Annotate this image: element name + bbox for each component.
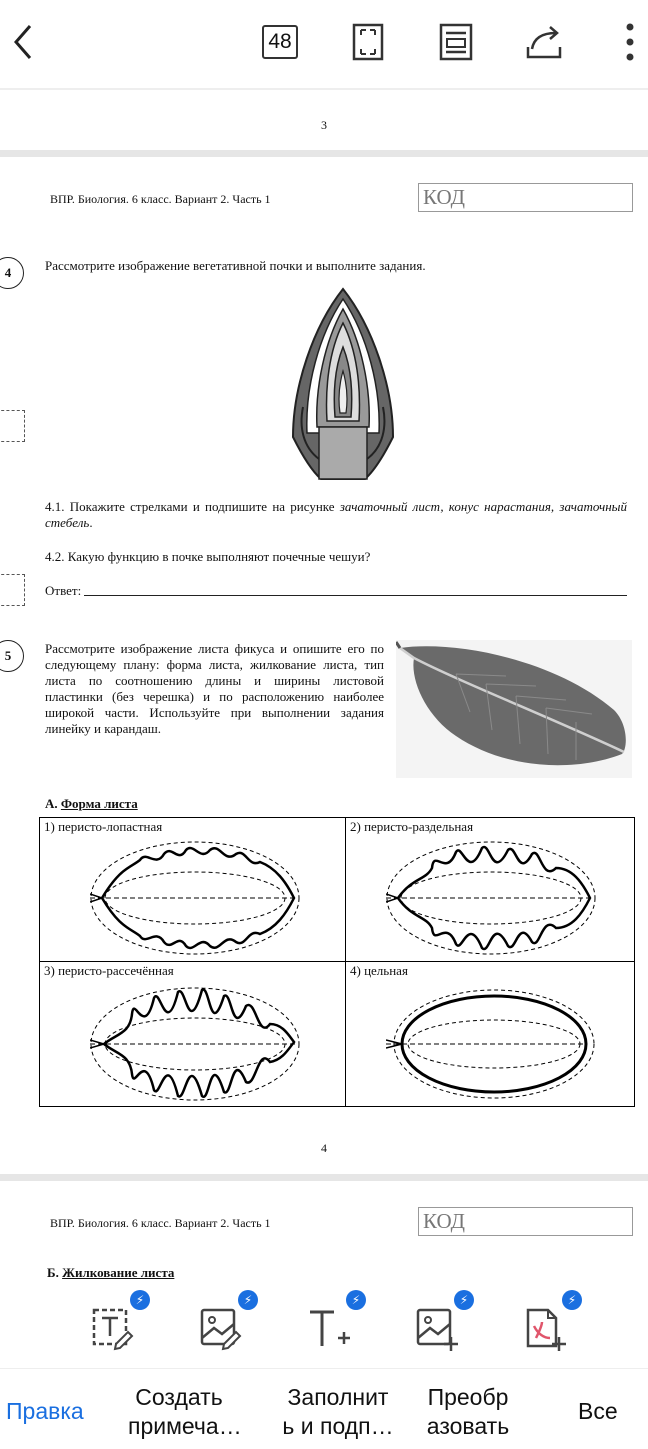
option-label: 3) перисто-рассечённая (44, 963, 174, 978)
section-b-prefix: Б. (47, 1265, 63, 1280)
page-header-title: ВПР. Биология. 6 класс. Вариант 2. Часть 1 (50, 1216, 271, 1230)
tab-create-note-line1: Создать (135, 1384, 223, 1410)
task-4-1 (45, 499, 627, 531)
tab-convert-line2: азовать (426, 1413, 510, 1439)
pdf-convert-icon[interactable] (520, 1293, 577, 1352)
page-count: 48 (262, 25, 298, 59)
section-b-label: Жилкование листа (62, 1265, 175, 1280)
add-text-icon[interactable] (304, 1293, 361, 1352)
code-box (418, 183, 633, 212)
leaf-option-3 (39, 961, 346, 1107)
top-toolbar (0, 0, 648, 88)
ficus-leaf-photo (396, 640, 632, 778)
task-4-1-text: 4.1. Покажите стрелками и подпишите на рисунке (45, 499, 340, 514)
edit-text-icon[interactable] (88, 1293, 145, 1352)
score-box (0, 410, 25, 442)
page-header-title: ВПР. Биология. 6 класс. Вариант 2. Часть 1 (50, 192, 271, 206)
tab-convert[interactable] (416, 1383, 520, 1441)
page-separator (0, 1174, 648, 1181)
leaf-option-2 (345, 817, 635, 962)
ai-badge-icon: ⚡ (238, 1290, 258, 1310)
ai-badge-icon: ⚡ (346, 1290, 366, 1310)
more-vertical-icon[interactable] (610, 20, 648, 64)
question-number-badge: 5 (0, 640, 24, 672)
page-number: 3 (321, 118, 327, 132)
ai-badge-icon: ⚡ (454, 1290, 474, 1310)
back-arrow-icon[interactable] (0, 20, 44, 64)
task-4-1-terms: зачаточный лист, конус нарастания, зачаточный стебель (45, 499, 627, 530)
question-prompt: Рассмотрите изображение листа фикуса и опишите его по следующему плану: форма листа, жилкование листа, тип листа по соотношению длины и ширины листовой пластинки (без черешка) и по расположению наиболее широкой части. Используйте при выполнении задания линейку и карандаш. (45, 641, 384, 736)
tab-convert-line1: Преобр (427, 1384, 509, 1410)
section-b-title (47, 1265, 174, 1281)
edit-tools-row (0, 1288, 648, 1368)
leaf-option-1 (39, 817, 346, 962)
tab-create-note-line2: примеча… (128, 1413, 242, 1439)
answer-field[interactable] (84, 583, 627, 596)
toolbar-divider (0, 88, 648, 90)
tab-fill-sign-line1: Заполнит (287, 1384, 389, 1410)
question-number-badge: 4 (0, 257, 24, 289)
fullscreen-icon[interactable] (346, 20, 390, 64)
edit-image-icon[interactable] (196, 1293, 253, 1352)
tab-all[interactable]: Все (578, 1398, 618, 1424)
page-number: 4 (321, 1141, 327, 1155)
task-4-1-end: . (89, 515, 93, 530)
page-layout-icon[interactable] (434, 20, 478, 64)
ai-badge-icon: ⚡ (130, 1290, 150, 1310)
tab-fill-sign-line2: ь и подп… (282, 1413, 394, 1439)
section-a-title (45, 796, 138, 812)
answer-line (45, 583, 627, 599)
bud-illustration (283, 287, 403, 483)
page-count-button[interactable] (258, 20, 302, 64)
section-a-label: Форма листа (60, 796, 138, 811)
page-separator (0, 150, 648, 157)
option-label: 2) перисто-раздельная (350, 819, 474, 834)
option-label: 4) цельная (350, 963, 408, 978)
option-label: 1) перисто-лопастная (44, 819, 163, 834)
section-a-prefix: А. (45, 796, 61, 811)
answer-label: Ответ: (45, 583, 85, 598)
ai-badge-icon: ⚡ (562, 1290, 582, 1310)
tab-create-note[interactable] (128, 1383, 242, 1441)
question-prompt: Рассмотрите изображение вегетативной почки и выполните задания. (45, 258, 426, 273)
bottom-tab-bar (0, 1368, 648, 1449)
code-label: КОД (423, 185, 465, 209)
code-box (418, 1207, 633, 1236)
tab-edit[interactable]: Правка (6, 1398, 84, 1424)
code-label: КОД (423, 1209, 465, 1233)
add-image-icon[interactable] (412, 1293, 469, 1352)
task-4-2: 4.2. Какую функцию в почке выполняют почечные чешуи? (45, 549, 371, 564)
share-icon[interactable] (522, 20, 566, 64)
score-box (0, 574, 25, 606)
leaf-option-4 (345, 961, 635, 1107)
tab-fill-sign[interactable] (280, 1383, 396, 1441)
